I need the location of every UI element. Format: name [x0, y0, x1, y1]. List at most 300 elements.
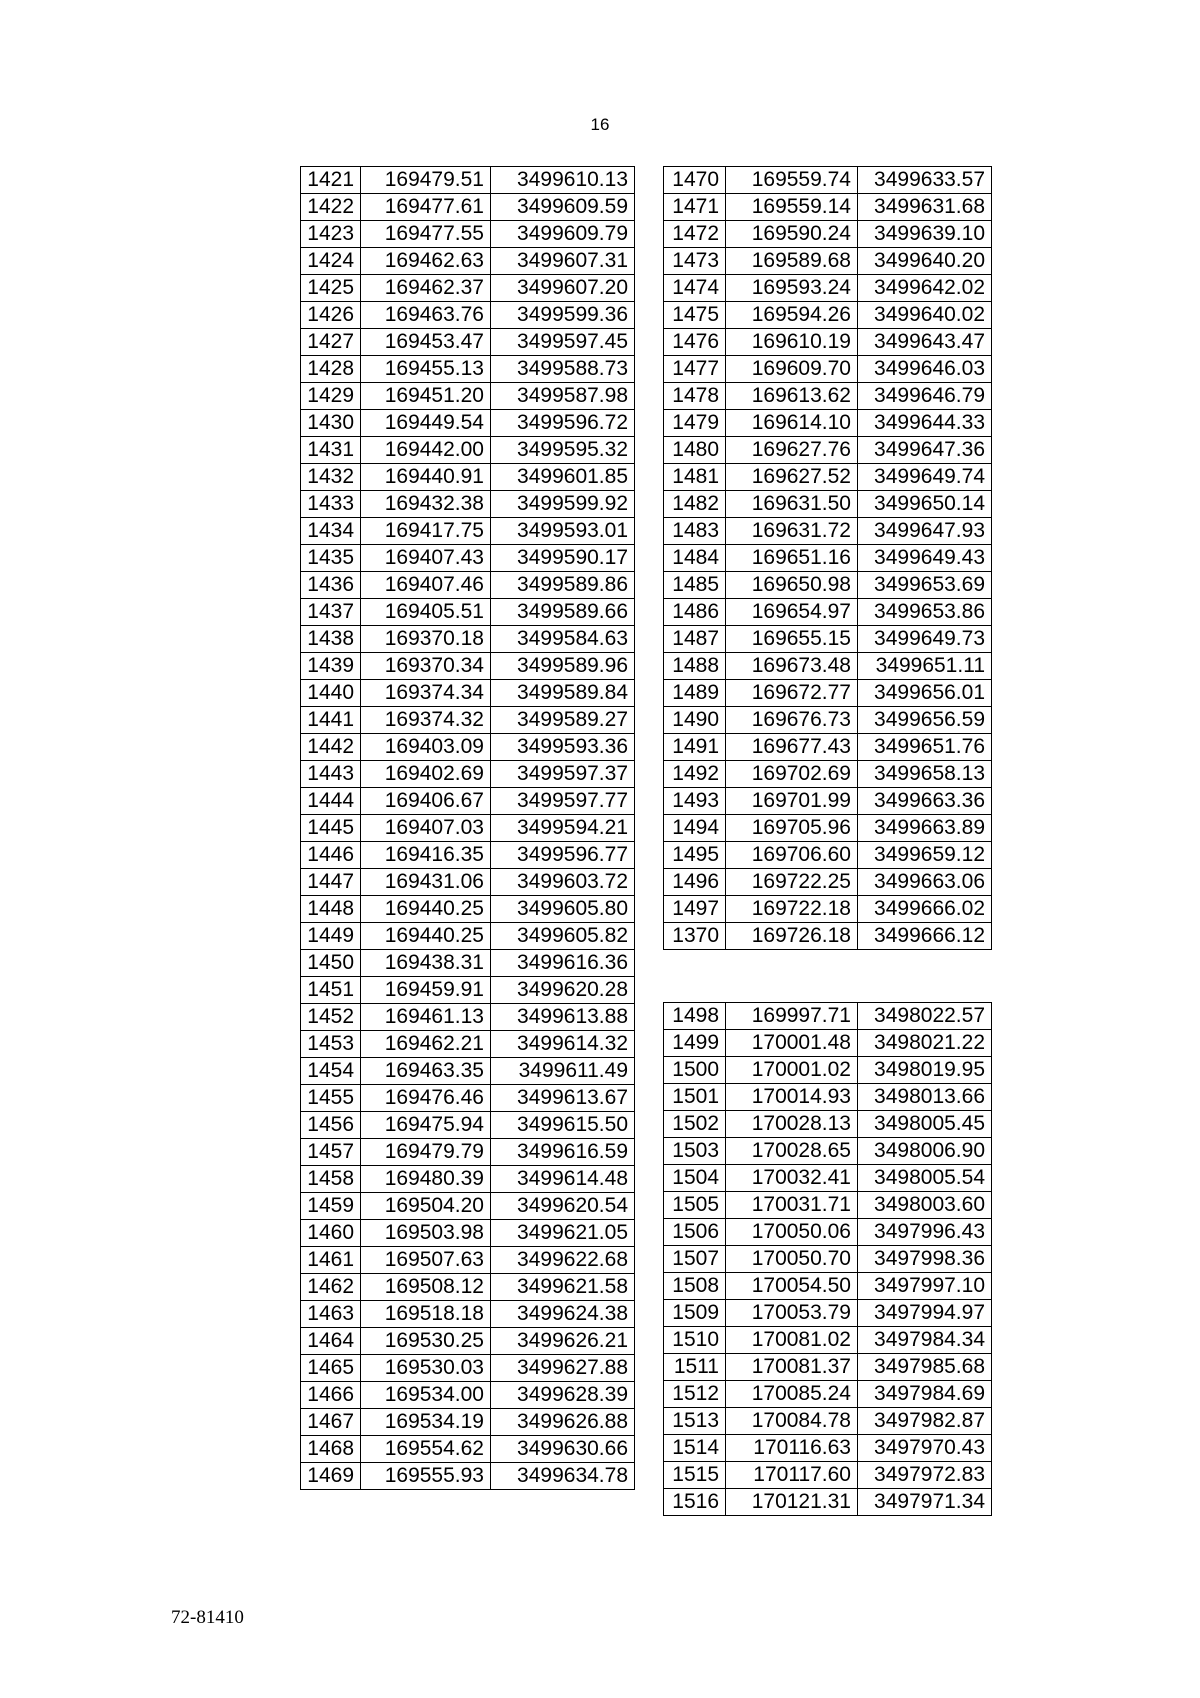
x-coordinate-cell: 169673.48 [726, 653, 858, 680]
point-id-cell: 1515 [664, 1462, 726, 1489]
table-row [664, 518, 992, 545]
y-coordinate-cell: 3499607.20 [491, 275, 635, 302]
point-id-cell: 1464 [301, 1328, 361, 1355]
x-coordinate-cell: 170050.70 [726, 1246, 858, 1273]
x-coordinate-cell: 169722.18 [726, 896, 858, 923]
y-coordinate-cell: 3499640.20 [858, 248, 992, 275]
point-id-cell: 1511 [664, 1354, 726, 1381]
table-row [301, 653, 635, 680]
point-id-cell: 1480 [664, 437, 726, 464]
y-coordinate-cell: 3499599.92 [491, 491, 635, 518]
x-coordinate-cell: 170054.50 [726, 1273, 858, 1300]
point-id-cell: 1479 [664, 410, 726, 437]
y-coordinate-cell: 3499659.12 [858, 842, 992, 869]
x-coordinate-cell: 169651.16 [726, 545, 858, 572]
x-coordinate-cell: 169451.20 [361, 383, 491, 410]
x-coordinate-cell: 169613.62 [726, 383, 858, 410]
x-coordinate-cell: 169440.91 [361, 464, 491, 491]
point-id-cell: 1442 [301, 734, 361, 761]
point-id-cell: 1502 [664, 1111, 726, 1138]
y-coordinate-cell: 3499626.21 [491, 1328, 635, 1355]
table-row [301, 761, 635, 788]
y-coordinate-cell: 3499609.79 [491, 221, 635, 248]
y-coordinate-cell: 3499630.66 [491, 1436, 635, 1463]
y-coordinate-cell: 3499663.89 [858, 815, 992, 842]
table-row [301, 518, 635, 545]
point-id-cell: 1443 [301, 761, 361, 788]
table-row [664, 1165, 992, 1192]
y-coordinate-cell: 3499624.38 [491, 1301, 635, 1328]
point-id-cell: 1477 [664, 356, 726, 383]
table-row [301, 977, 635, 1004]
point-id-cell: 1510 [664, 1327, 726, 1354]
table-row [301, 1112, 635, 1139]
x-coordinate-cell: 169650.98 [726, 572, 858, 599]
x-coordinate-cell: 170028.65 [726, 1138, 858, 1165]
x-coordinate-cell: 169614.10 [726, 410, 858, 437]
table-row [301, 599, 635, 626]
point-id-cell: 1508 [664, 1273, 726, 1300]
table-row [664, 275, 992, 302]
point-id-cell: 1446 [301, 842, 361, 869]
y-coordinate-cell: 3499621.58 [491, 1274, 635, 1301]
y-coordinate-cell: 3499609.59 [491, 194, 635, 221]
x-coordinate-cell: 169407.03 [361, 815, 491, 842]
point-id-cell: 1501 [664, 1084, 726, 1111]
x-coordinate-cell: 169610.19 [726, 329, 858, 356]
point-id-cell: 1454 [301, 1058, 361, 1085]
point-id-cell: 1457 [301, 1139, 361, 1166]
y-coordinate-cell: 3499646.79 [858, 383, 992, 410]
y-coordinate-cell: 3499584.63 [491, 626, 635, 653]
table-row [301, 1301, 635, 1328]
x-coordinate-cell: 169559.74 [726, 167, 858, 194]
x-coordinate-cell: 169609.70 [726, 356, 858, 383]
y-coordinate-cell: 3499587.98 [491, 383, 635, 410]
y-coordinate-cell: 3499599.36 [491, 302, 635, 329]
table-row [664, 1084, 992, 1111]
x-coordinate-cell: 169631.50 [726, 491, 858, 518]
table-row [664, 626, 992, 653]
x-coordinate-cell: 169701.99 [726, 788, 858, 815]
x-coordinate-cell: 170053.79 [726, 1300, 858, 1327]
x-coordinate-cell: 169417.75 [361, 518, 491, 545]
point-id-cell: 1491 [664, 734, 726, 761]
y-coordinate-cell: 3499666.02 [858, 896, 992, 923]
point-id-cell: 1505 [664, 1192, 726, 1219]
table-row [664, 1489, 992, 1516]
table-row [664, 383, 992, 410]
point-id-cell: 1482 [664, 491, 726, 518]
point-id-cell: 1496 [664, 869, 726, 896]
x-coordinate-cell: 169370.34 [361, 653, 491, 680]
y-coordinate-cell: 3499601.85 [491, 464, 635, 491]
document-code: 72-81410 [171, 1607, 244, 1628]
x-coordinate-cell: 169442.00 [361, 437, 491, 464]
table-row [301, 950, 635, 977]
table-row [664, 788, 992, 815]
y-coordinate-cell: 3499647.36 [858, 437, 992, 464]
x-coordinate-cell: 170001.48 [726, 1030, 858, 1057]
point-id-cell: 1471 [664, 194, 726, 221]
y-coordinate-cell: 3498005.45 [858, 1111, 992, 1138]
table-row [301, 815, 635, 842]
table-row [301, 842, 635, 869]
table-row [301, 788, 635, 815]
x-coordinate-cell: 170121.31 [726, 1489, 858, 1516]
y-coordinate-cell: 3497996.43 [858, 1219, 992, 1246]
point-id-cell: 1425 [301, 275, 361, 302]
x-coordinate-cell: 169462.37 [361, 275, 491, 302]
x-coordinate-cell: 169477.61 [361, 194, 491, 221]
y-coordinate-cell: 3499590.17 [491, 545, 635, 572]
x-coordinate-cell: 170028.13 [726, 1111, 858, 1138]
x-coordinate-cell: 169407.43 [361, 545, 491, 572]
table-row [301, 491, 635, 518]
point-id-cell: 1444 [301, 788, 361, 815]
x-coordinate-cell: 169440.25 [361, 923, 491, 950]
x-coordinate-cell: 169702.69 [726, 761, 858, 788]
point-id-cell: 1458 [301, 1166, 361, 1193]
x-coordinate-cell: 169534.19 [361, 1409, 491, 1436]
x-coordinate-cell: 169406.67 [361, 788, 491, 815]
point-id-cell: 1495 [664, 842, 726, 869]
y-coordinate-cell: 3499643.47 [858, 329, 992, 356]
y-coordinate-cell: 3499628.39 [491, 1382, 635, 1409]
x-coordinate-cell: 169370.18 [361, 626, 491, 653]
x-coordinate-cell: 169631.72 [726, 518, 858, 545]
y-coordinate-cell: 3499597.45 [491, 329, 635, 356]
x-coordinate-cell: 169462.21 [361, 1031, 491, 1058]
y-coordinate-cell: 3499633.57 [858, 167, 992, 194]
table-row [664, 1003, 992, 1030]
table-row [664, 572, 992, 599]
y-coordinate-cell: 3499593.36 [491, 734, 635, 761]
x-coordinate-cell: 169461.13 [361, 1004, 491, 1031]
y-coordinate-cell: 3499666.12 [858, 923, 992, 950]
x-coordinate-cell: 170081.02 [726, 1327, 858, 1354]
y-coordinate-cell: 3498003.60 [858, 1192, 992, 1219]
x-coordinate-cell: 169997.71 [726, 1003, 858, 1030]
y-coordinate-cell: 3499613.88 [491, 1004, 635, 1031]
point-id-cell: 1431 [301, 437, 361, 464]
point-id-cell: 1513 [664, 1408, 726, 1435]
point-id-cell: 1436 [301, 572, 361, 599]
point-id-cell: 1445 [301, 815, 361, 842]
point-id-cell: 1459 [301, 1193, 361, 1220]
point-id-cell: 1435 [301, 545, 361, 572]
point-id-cell: 1468 [301, 1436, 361, 1463]
table-row [664, 1030, 992, 1057]
table-row [664, 869, 992, 896]
coordinate-table-left [300, 166, 635, 1490]
point-id-cell: 1451 [301, 977, 361, 1004]
x-coordinate-cell: 169416.35 [361, 842, 491, 869]
point-id-cell: 1465 [301, 1355, 361, 1382]
point-id-cell: 1422 [301, 194, 361, 221]
point-id-cell: 1514 [664, 1435, 726, 1462]
point-id-cell: 1499 [664, 1030, 726, 1057]
y-coordinate-cell: 3499647.93 [858, 518, 992, 545]
table-row [301, 1139, 635, 1166]
point-id-cell: 1370 [664, 923, 726, 950]
y-coordinate-cell: 3499614.32 [491, 1031, 635, 1058]
point-id-cell: 1467 [301, 1409, 361, 1436]
point-id-cell: 1421 [301, 167, 361, 194]
x-coordinate-cell: 169459.91 [361, 977, 491, 1004]
x-coordinate-cell: 169590.24 [726, 221, 858, 248]
table-row [664, 1057, 992, 1084]
y-coordinate-cell: 3498013.66 [858, 1084, 992, 1111]
point-id-cell: 1434 [301, 518, 361, 545]
y-coordinate-cell: 3497970.43 [858, 1435, 992, 1462]
table-row [664, 599, 992, 626]
x-coordinate-cell: 169655.15 [726, 626, 858, 653]
x-coordinate-cell: 169432.38 [361, 491, 491, 518]
table-row [664, 734, 992, 761]
table-row [664, 221, 992, 248]
y-coordinate-cell: 3499589.84 [491, 680, 635, 707]
table-row [301, 1436, 635, 1463]
x-coordinate-cell: 169405.51 [361, 599, 491, 626]
x-coordinate-cell: 169593.24 [726, 275, 858, 302]
point-id-cell: 1487 [664, 626, 726, 653]
y-coordinate-cell: 3499620.54 [491, 1193, 635, 1220]
x-coordinate-cell: 169438.31 [361, 950, 491, 977]
x-coordinate-cell: 169476.46 [361, 1085, 491, 1112]
table-row [664, 923, 992, 950]
table-row [301, 329, 635, 356]
y-coordinate-cell: 3499616.59 [491, 1139, 635, 1166]
table-row [301, 1247, 635, 1274]
y-coordinate-cell: 3499631.68 [858, 194, 992, 221]
table-row [664, 707, 992, 734]
y-coordinate-cell: 3499646.03 [858, 356, 992, 383]
table-row [301, 356, 635, 383]
x-coordinate-cell: 169555.93 [361, 1463, 491, 1490]
table-row [664, 545, 992, 572]
point-id-cell: 1452 [301, 1004, 361, 1031]
x-coordinate-cell: 169627.76 [726, 437, 858, 464]
table-row [664, 1111, 992, 1138]
table-row [664, 1327, 992, 1354]
y-coordinate-cell: 3499649.43 [858, 545, 992, 572]
table-row [301, 1220, 635, 1247]
table-row [301, 464, 635, 491]
table-row [301, 680, 635, 707]
x-coordinate-cell: 169594.26 [726, 302, 858, 329]
x-coordinate-cell: 169374.32 [361, 707, 491, 734]
x-coordinate-cell: 169627.52 [726, 464, 858, 491]
table-row [301, 1058, 635, 1085]
x-coordinate-cell: 169722.25 [726, 869, 858, 896]
table-row [301, 896, 635, 923]
x-coordinate-cell: 170014.93 [726, 1084, 858, 1111]
table-row [301, 869, 635, 896]
point-id-cell: 1509 [664, 1300, 726, 1327]
table-row [301, 437, 635, 464]
x-coordinate-cell: 169518.18 [361, 1301, 491, 1328]
table-row [664, 1300, 992, 1327]
x-coordinate-cell: 169676.73 [726, 707, 858, 734]
point-id-cell: 1460 [301, 1220, 361, 1247]
point-id-cell: 1429 [301, 383, 361, 410]
x-coordinate-cell: 170116.63 [726, 1435, 858, 1462]
table-row [664, 1138, 992, 1165]
table-row [301, 1409, 635, 1436]
x-coordinate-cell: 169477.55 [361, 221, 491, 248]
point-id-cell: 1488 [664, 653, 726, 680]
x-coordinate-cell: 169654.97 [726, 599, 858, 626]
point-id-cell: 1447 [301, 869, 361, 896]
x-coordinate-cell: 169462.63 [361, 248, 491, 275]
x-coordinate-cell: 169705.96 [726, 815, 858, 842]
point-id-cell: 1426 [301, 302, 361, 329]
point-id-cell: 1498 [664, 1003, 726, 1030]
table-row [301, 1031, 635, 1058]
table-row [664, 1192, 992, 1219]
x-coordinate-cell: 169672.77 [726, 680, 858, 707]
x-coordinate-cell: 170085.24 [726, 1381, 858, 1408]
point-id-cell: 1456 [301, 1112, 361, 1139]
point-id-cell: 1463 [301, 1301, 361, 1328]
table-row [664, 329, 992, 356]
table-row [301, 545, 635, 572]
point-id-cell: 1492 [664, 761, 726, 788]
table-row [301, 1382, 635, 1409]
table-row [301, 302, 635, 329]
y-coordinate-cell: 3499644.33 [858, 410, 992, 437]
table-row [664, 248, 992, 275]
point-id-cell: 1503 [664, 1138, 726, 1165]
x-coordinate-cell: 169508.12 [361, 1274, 491, 1301]
table-row [301, 1193, 635, 1220]
y-coordinate-cell: 3499663.06 [858, 869, 992, 896]
x-coordinate-cell: 169554.62 [361, 1436, 491, 1463]
y-coordinate-cell: 3499640.02 [858, 302, 992, 329]
table-row [664, 1408, 992, 1435]
table-row [301, 923, 635, 950]
y-coordinate-cell: 3499653.86 [858, 599, 992, 626]
point-id-cell: 1432 [301, 464, 361, 491]
y-coordinate-cell: 3499607.31 [491, 248, 635, 275]
y-coordinate-cell: 3498019.95 [858, 1057, 992, 1084]
x-coordinate-cell: 169530.03 [361, 1355, 491, 1382]
x-coordinate-cell: 169504.20 [361, 1193, 491, 1220]
point-id-cell: 1504 [664, 1165, 726, 1192]
y-coordinate-cell: 3499603.72 [491, 869, 635, 896]
table-row [301, 1004, 635, 1031]
table-row [301, 221, 635, 248]
x-coordinate-cell: 170081.37 [726, 1354, 858, 1381]
point-id-cell: 1453 [301, 1031, 361, 1058]
y-coordinate-cell: 3497997.10 [858, 1273, 992, 1300]
x-coordinate-cell: 169559.14 [726, 194, 858, 221]
coordinate-table-right-top [663, 166, 992, 950]
x-coordinate-cell: 169463.76 [361, 302, 491, 329]
x-coordinate-cell: 169479.51 [361, 167, 491, 194]
y-coordinate-cell: 3498022.57 [858, 1003, 992, 1030]
y-coordinate-cell: 3499627.88 [491, 1355, 635, 1382]
point-id-cell: 1450 [301, 950, 361, 977]
point-id-cell: 1473 [664, 248, 726, 275]
x-coordinate-cell: 169507.63 [361, 1247, 491, 1274]
point-id-cell: 1439 [301, 653, 361, 680]
y-coordinate-cell: 3497982.87 [858, 1408, 992, 1435]
y-coordinate-cell: 3499589.27 [491, 707, 635, 734]
point-id-cell: 1427 [301, 329, 361, 356]
x-coordinate-cell: 170084.78 [726, 1408, 858, 1435]
point-id-cell: 1507 [664, 1246, 726, 1273]
y-coordinate-cell: 3499615.50 [491, 1112, 635, 1139]
point-id-cell: 1475 [664, 302, 726, 329]
x-coordinate-cell: 169475.94 [361, 1112, 491, 1139]
x-coordinate-cell: 169440.25 [361, 896, 491, 923]
x-coordinate-cell: 170001.02 [726, 1057, 858, 1084]
x-coordinate-cell: 169453.47 [361, 329, 491, 356]
point-id-cell: 1494 [664, 815, 726, 842]
y-coordinate-cell: 3499588.73 [491, 356, 635, 383]
x-coordinate-cell: 170032.41 [726, 1165, 858, 1192]
y-coordinate-cell: 3499650.14 [858, 491, 992, 518]
y-coordinate-cell: 3499634.78 [491, 1463, 635, 1490]
y-coordinate-cell: 3499611.49 [491, 1058, 635, 1085]
point-id-cell: 1423 [301, 221, 361, 248]
table-row [301, 1274, 635, 1301]
table-row [664, 653, 992, 680]
table-row [664, 1462, 992, 1489]
table-row [301, 1328, 635, 1355]
point-id-cell: 1489 [664, 680, 726, 707]
table-row [664, 680, 992, 707]
point-id-cell: 1474 [664, 275, 726, 302]
x-coordinate-cell: 169503.98 [361, 1220, 491, 1247]
y-coordinate-cell: 3499589.66 [491, 599, 635, 626]
table-row [301, 1085, 635, 1112]
x-coordinate-cell: 169726.18 [726, 923, 858, 950]
table-row [664, 410, 992, 437]
x-coordinate-cell: 169589.68 [726, 248, 858, 275]
y-coordinate-cell: 3499613.67 [491, 1085, 635, 1112]
x-coordinate-cell: 170050.06 [726, 1219, 858, 1246]
point-id-cell: 1469 [301, 1463, 361, 1490]
table-row [301, 734, 635, 761]
table-row [664, 1354, 992, 1381]
y-coordinate-cell: 3499614.48 [491, 1166, 635, 1193]
y-coordinate-cell: 3497984.69 [858, 1381, 992, 1408]
point-id-cell: 1441 [301, 707, 361, 734]
x-coordinate-cell: 170031.71 [726, 1192, 858, 1219]
point-id-cell: 1476 [664, 329, 726, 356]
table-row [664, 302, 992, 329]
table-row [664, 167, 992, 194]
table-row [664, 194, 992, 221]
table-row [301, 410, 635, 437]
point-id-cell: 1433 [301, 491, 361, 518]
y-coordinate-cell: 3499597.37 [491, 761, 635, 788]
point-id-cell: 1428 [301, 356, 361, 383]
x-coordinate-cell: 169480.39 [361, 1166, 491, 1193]
table-row [301, 572, 635, 599]
y-coordinate-cell: 3499651.11 [858, 653, 992, 680]
table-row [301, 626, 635, 653]
point-id-cell: 1472 [664, 221, 726, 248]
point-id-cell: 1512 [664, 1381, 726, 1408]
y-coordinate-cell: 3499663.36 [858, 788, 992, 815]
y-coordinate-cell: 3497998.36 [858, 1246, 992, 1273]
x-coordinate-cell: 169530.25 [361, 1328, 491, 1355]
x-coordinate-cell: 169402.69 [361, 761, 491, 788]
